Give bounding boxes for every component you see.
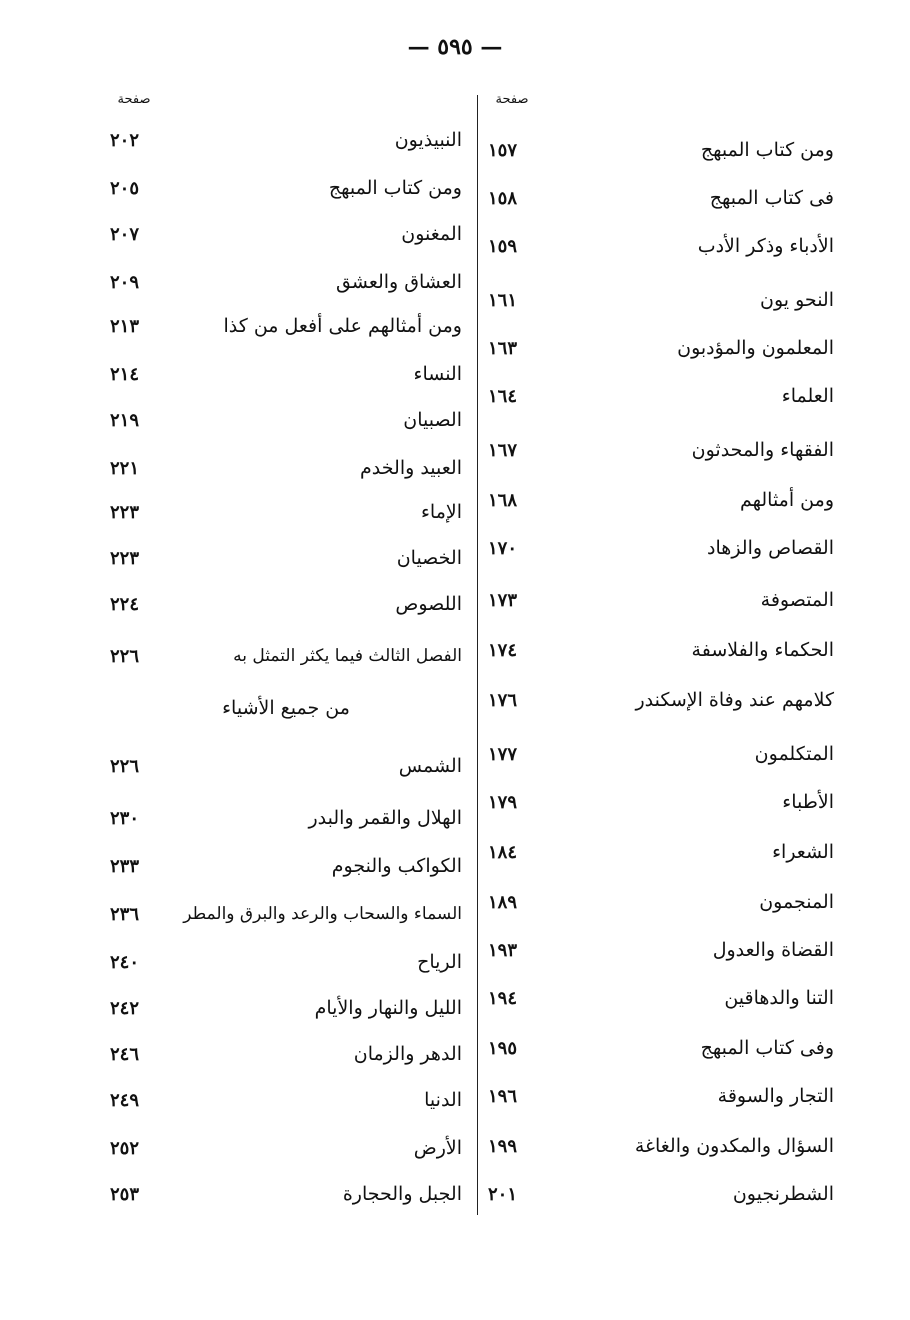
toc-entry <box>488 1030 834 1066</box>
toc-entry-title: الفقهاء والمحدثون <box>691 439 834 461</box>
toc-entry-page: ١٩٩ <box>488 1135 518 1157</box>
toc-entry <box>110 494 462 530</box>
toc-entry-title: الفصل الثالث فيما يكثر التمثل به <box>233 646 462 666</box>
toc-entry-title: العبيد والخدم <box>360 457 462 479</box>
toc-entry <box>488 378 834 414</box>
toc-entry-page: ١٦١ <box>488 289 518 311</box>
toc-entry-title: المتصوفة <box>760 589 834 611</box>
toc-entry-title: الرياح <box>417 951 462 973</box>
toc-entry-page: ٢٠٩ <box>110 271 140 293</box>
toc-entry-title: الجبل والحجارة <box>342 1183 462 1205</box>
toc-entry-page: ٢٢٦ <box>110 755 140 777</box>
toc-entry-title: المتكلمون <box>754 743 834 765</box>
toc-entry-page: ٢٥٣ <box>110 1183 140 1205</box>
toc-entry <box>110 264 462 300</box>
toc-entry <box>110 450 462 486</box>
toc-entry <box>110 638 462 674</box>
toc-entry-title: المعلمون والمؤدبون <box>677 337 834 359</box>
toc-entry-title: الليل والنهار والأيام <box>314 997 462 1019</box>
toc-entry <box>110 122 462 158</box>
toc-entry <box>488 530 834 566</box>
toc-entry-title: العشاق والعشق <box>336 271 462 293</box>
toc-entry <box>110 1036 462 1072</box>
toc-entry-page: ٢٢٣ <box>110 501 140 523</box>
toc-entry-title: من جميع الأشياء <box>222 697 350 719</box>
toc-entry-page: ١٨٤ <box>488 841 518 863</box>
toc-entry-page: ٢٣٦ <box>110 903 140 925</box>
toc-entry <box>488 1176 834 1212</box>
toc-entry-title: المغنون <box>401 223 462 245</box>
toc-entry-page: ٢٠٢ <box>110 129 140 151</box>
toc-entry-title: فى كتاب المبهج <box>709 187 834 209</box>
toc-entry <box>110 308 462 344</box>
toc-entry <box>110 944 462 980</box>
toc-entry <box>110 748 462 784</box>
toc-entry-title: الأطباء <box>782 791 834 813</box>
toc-entry <box>110 896 462 932</box>
toc-entry-title: الكواكب والنجوم <box>331 855 462 877</box>
toc-entry <box>110 990 462 1026</box>
toc-entry-title: المنجمون <box>759 891 834 913</box>
toc-entry <box>488 932 834 968</box>
toc-entry-title: ومن أمثالهم على أفعل من كذا <box>223 315 462 337</box>
toc-entry-page: ١٩٦ <box>488 1085 518 1107</box>
toc-entry <box>488 180 834 216</box>
toc-entry <box>488 132 834 168</box>
toc-entry-title: ومن كتاب المبهج <box>700 139 834 161</box>
toc-entry-title: الصبيان <box>403 409 462 431</box>
toc-entry-title: الشعراء <box>772 841 834 863</box>
toc-entry-page: ١٥٧ <box>488 139 518 161</box>
toc-entry-title: الخصيان <box>396 547 462 569</box>
toc-entry <box>110 586 462 622</box>
toc-entry-title: الهلال والقمر والبدر <box>308 807 462 829</box>
toc-entry-title: الشطرنجيون <box>732 1183 834 1205</box>
toc-entry <box>488 884 834 920</box>
toc-entry-page: ١٧٤ <box>488 639 518 661</box>
toc-entry <box>488 1128 834 1164</box>
toc-entry-title: النحو يون <box>760 289 834 311</box>
toc-entry <box>110 690 462 726</box>
toc-entry <box>488 582 834 618</box>
toc-entry <box>488 432 834 468</box>
toc-entry-page: ١٩٥ <box>488 1037 518 1059</box>
toc-entry-page: ١٧٠ <box>488 537 518 559</box>
toc-entry-page: ٢٣٠ <box>110 807 140 829</box>
toc-entry <box>110 1176 462 1212</box>
toc-entry-page: ١٥٩ <box>488 235 518 257</box>
toc-entry-title: السؤال والمكدون والغاغة <box>634 1135 834 1157</box>
toc-entry <box>488 736 834 772</box>
toc-entry-title: وفى كتاب المبهج <box>700 1037 834 1059</box>
toc-entry <box>488 632 834 668</box>
toc-entry-title: ومن أمثالهم <box>739 489 834 511</box>
right-column-label: صفحة <box>495 92 529 107</box>
toc-entry <box>110 1082 462 1118</box>
toc-entry-page: ١٦٣ <box>488 337 518 359</box>
toc-entry <box>488 282 834 318</box>
toc-entry-page: ١٥٨ <box>488 187 518 209</box>
toc-entry-page: ١٧٩ <box>488 791 518 813</box>
toc-entry-page: ٢١٣ <box>110 315 140 337</box>
toc-entry-title: العلماء <box>781 385 834 407</box>
toc-entry-title: التنا والدهاقين <box>724 987 834 1009</box>
toc-entry-page: ١٧٦ <box>488 689 518 711</box>
toc-entry-title: السماء والسحاب والرعد والبرق والمطر <box>183 904 462 924</box>
toc-entry-page: ٢٤٠ <box>110 951 140 973</box>
toc-entry <box>488 980 834 1016</box>
toc-entry-title: النساء <box>413 363 462 385</box>
toc-entry-page: ٢٠٧ <box>110 223 140 245</box>
toc-entry-title: الشمس <box>398 755 462 777</box>
toc-entry-page: ١٧٣ <box>488 589 518 611</box>
toc-entry-title: كلامهم عند وفاة الإسكندر <box>635 689 834 711</box>
toc-entry-page: ٢٤٩ <box>110 1089 140 1111</box>
toc-entry <box>110 170 462 206</box>
toc-entry-page: ٢١٤ <box>110 363 140 385</box>
toc-entry-page: ١٦٨ <box>488 489 518 511</box>
toc-entry-title: النبيذيون <box>394 129 462 151</box>
toc-entry-page: ٢١٩ <box>110 409 140 431</box>
toc-entry-page: ١٦٧ <box>488 439 518 461</box>
toc-entry <box>488 784 834 820</box>
column-divider <box>477 95 478 1215</box>
toc-entry <box>488 330 834 366</box>
toc-entry-title: الإماء <box>420 501 462 523</box>
toc-entry-page: ١٩٣ <box>488 939 518 961</box>
toc-entry-page: ٢٢٤ <box>110 593 140 615</box>
toc-entry-page: ٢٣٣ <box>110 855 140 877</box>
toc-entry <box>110 402 462 438</box>
toc-entry-page: ٢٢٣ <box>110 547 140 569</box>
toc-entry <box>110 356 462 392</box>
toc-entry-page: ١٦٤ <box>488 385 518 407</box>
left-column-label: صفحة <box>117 92 151 107</box>
toc-entry-page: ١٨٩ <box>488 891 518 913</box>
toc-entry <box>110 540 462 576</box>
toc-entry-page: ٢٠٥ <box>110 177 140 199</box>
toc-entry-page: ٢٤٢ <box>110 997 140 1019</box>
toc-entry <box>488 682 834 718</box>
toc-entry <box>110 848 462 884</box>
toc-entry <box>110 216 462 252</box>
toc-entry <box>110 1130 462 1166</box>
page-number: — ٥٩٥ — <box>407 34 503 60</box>
toc-entry <box>488 1078 834 1114</box>
toc-entry-page: ٢٢٦ <box>110 645 140 667</box>
toc-entry-title: الدهر والزمان <box>353 1043 462 1065</box>
toc-entry-page: ٢٠١ <box>488 1183 518 1205</box>
toc-entry <box>488 482 834 518</box>
toc-entry <box>488 228 834 264</box>
toc-entry-title: الأرض <box>413 1137 462 1159</box>
toc-entry-title: اللصوص <box>395 593 462 615</box>
toc-entry-page: ٢٢١ <box>110 457 140 479</box>
toc-entry-page: ٢٤٦ <box>110 1043 140 1065</box>
toc-entry-title: القصاص والزهاد <box>707 537 834 559</box>
toc-entry-title: الحكماء والفلاسفة <box>691 639 834 661</box>
toc-entry-title: ومن كتاب المبهج <box>328 177 462 199</box>
toc-entry-page: ١٧٧ <box>488 743 518 765</box>
toc-entry <box>488 834 834 870</box>
toc-entry-title: القضاة والعدول <box>712 939 834 961</box>
toc-entry-page: ٢٥٢ <box>110 1137 140 1159</box>
toc-entry-title: الدنيا <box>424 1089 462 1111</box>
toc-entry <box>110 800 462 836</box>
toc-entry-title: الأدباء وذكر الأدب <box>697 235 834 257</box>
toc-entry-page: ١٩٤ <box>488 987 518 1009</box>
toc-entry-title: التجار والسوقة <box>717 1085 834 1107</box>
